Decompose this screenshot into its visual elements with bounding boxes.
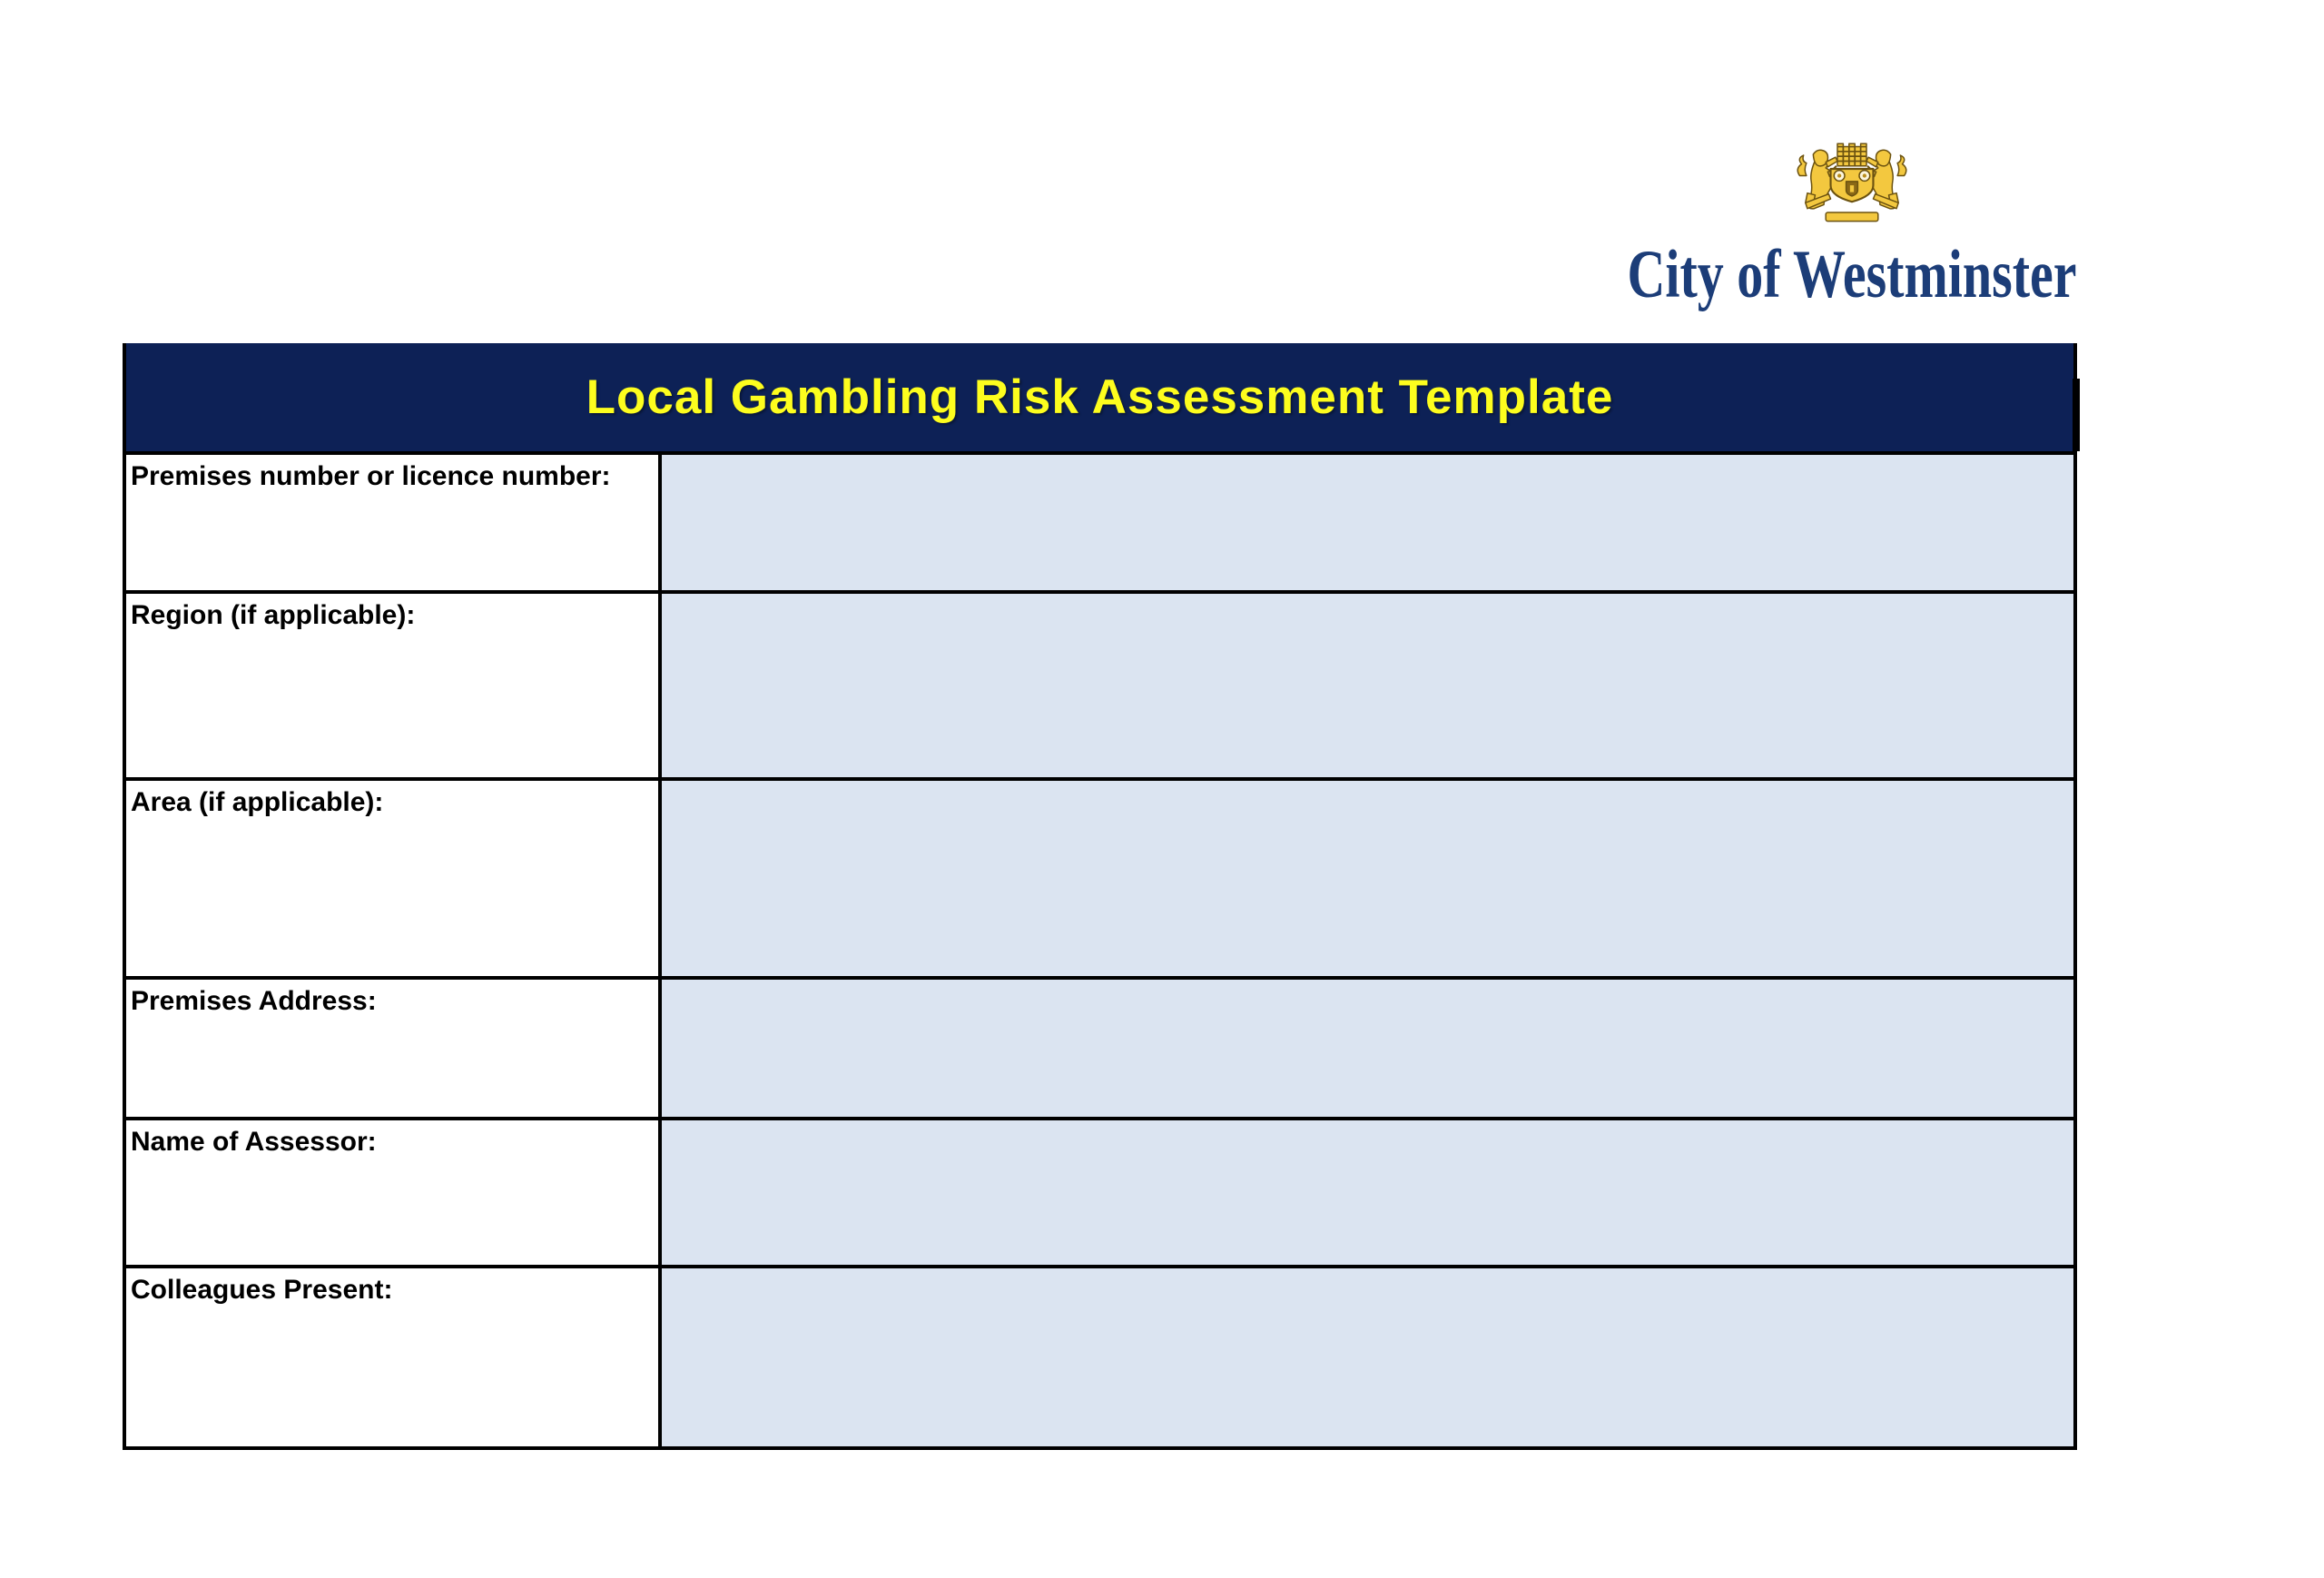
- westminster-logo-text: City of Westminster: [1627, 235, 2077, 312]
- field-label-premises-address: Premises Address:: [126, 980, 662, 1117]
- form-row-premises-number: [126, 451, 2073, 590]
- field-value-name-of-assessor[interactable]: [662, 1120, 2073, 1265]
- field-value-colleagues-present[interactable]: [662, 1268, 2073, 1446]
- form-row-colleagues-present: [126, 1265, 2073, 1446]
- field-value-premises-number[interactable]: [662, 455, 2073, 590]
- field-value-premises-address[interactable]: [662, 980, 2073, 1117]
- form-row-area: [126, 777, 2073, 976]
- westminster-crest-icon: [1794, 142, 1910, 225]
- table-title-bar: [126, 343, 2073, 451]
- field-label-premises-number: Premises number or licence number:: [126, 455, 662, 590]
- table-title: Local Gambling Risk Assessment Template: [586, 370, 1614, 424]
- form-row-region: [126, 590, 2073, 777]
- westminster-logo: [1625, 142, 2079, 312]
- form-row-premises-address: [126, 976, 2073, 1117]
- form-row-name-of-assessor: [126, 1117, 2073, 1265]
- field-label-colleagues-present: Colleagues Present:: [126, 1268, 662, 1446]
- field-value-region[interactable]: [662, 594, 2073, 777]
- field-value-area[interactable]: [662, 781, 2073, 976]
- field-label-area: Area (if applicable):: [126, 781, 662, 976]
- risk-assessment-table: [123, 343, 2077, 1450]
- title-bar-shadow: [2073, 379, 2080, 451]
- field-label-region: Region (if applicable):: [126, 594, 662, 777]
- field-label-name-of-assessor: Name of Assessor:: [126, 1120, 662, 1265]
